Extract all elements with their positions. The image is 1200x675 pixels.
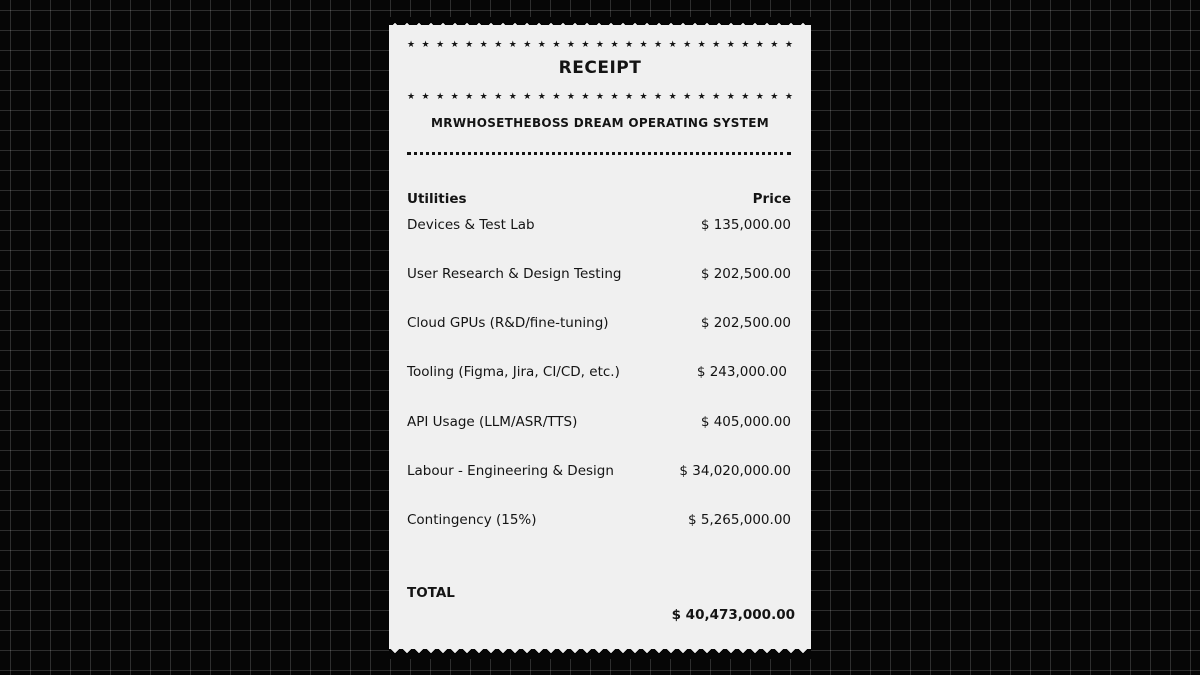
star-ornament: ★ <box>581 92 590 102</box>
star-ornament: ★ <box>407 40 416 50</box>
utilities-column-header: Utilities <box>407 191 467 207</box>
star-ornament: ★ <box>741 92 750 102</box>
star-ornament: ★ <box>494 40 503 50</box>
star-ornament: ★ <box>697 40 706 50</box>
star-ornament: ★ <box>566 40 575 50</box>
line-item-name: User Research & Design Testing <box>407 266 622 282</box>
star-ornament: ★ <box>610 40 619 50</box>
line-item <box>407 266 791 282</box>
star-ornament: ★ <box>654 40 663 50</box>
total-value: $ 40,473,000.00 <box>671 607 795 623</box>
line-item <box>407 463 791 479</box>
line-item-price: $ 202,500.00 <box>700 315 791 331</box>
star-ornament: ★ <box>465 92 474 102</box>
star-ornament: ★ <box>421 92 430 102</box>
star-ornament: ★ <box>770 40 779 50</box>
star-ornament: ★ <box>654 92 663 102</box>
star-ornament: ★ <box>639 40 648 50</box>
star-ornament: ★ <box>552 40 561 50</box>
star-ornament: ★ <box>755 40 764 50</box>
star-divider-top <box>407 40 793 50</box>
star-ornament: ★ <box>523 92 532 102</box>
price-column-header: Price <box>752 191 791 207</box>
receipt-paper <box>389 18 811 658</box>
star-ornament: ★ <box>523 40 532 50</box>
line-item <box>407 364 791 380</box>
star-ornament: ★ <box>726 92 735 102</box>
line-item-name: Cloud GPUs (R&D/fine-tuning) <box>407 315 609 331</box>
line-item-price: $ 34,020,000.00 <box>679 463 791 479</box>
star-ornament: ★ <box>784 40 793 50</box>
star-ornament: ★ <box>450 92 459 102</box>
star-ornament: ★ <box>697 92 706 102</box>
receipt-title: RECEIPT <box>558 58 642 78</box>
star-ornament: ★ <box>624 40 634 50</box>
star-ornament: ★ <box>595 92 604 102</box>
star-ornament: ★ <box>668 40 677 50</box>
star-ornament: ★ <box>668 92 677 102</box>
star-ornament: ★ <box>508 40 517 50</box>
line-item <box>407 414 791 430</box>
line-item-name: Devices & Test Lab <box>407 217 535 233</box>
star-ornament: ★ <box>784 92 793 102</box>
line-item-price: $ 405,000.00 <box>700 414 791 430</box>
star-ornament: ★ <box>595 40 604 50</box>
star-ornament: ★ <box>407 92 416 102</box>
star-ornament: ★ <box>436 40 445 50</box>
star-ornament: ★ <box>537 92 546 102</box>
star-ornament: ★ <box>712 40 721 50</box>
line-item-price: $ 243,000.00 <box>696 364 787 380</box>
line-item-price: $ 135,000.00 <box>700 217 791 233</box>
star-ornament: ★ <box>639 92 648 102</box>
star-ornament: ★ <box>552 92 561 102</box>
line-item-name: Tooling (Figma, Jira, CI/CD, etc.) <box>407 364 620 380</box>
star-ornament: ★ <box>436 92 445 102</box>
receipt-torn-top-edge <box>389 17 811 25</box>
star-ornament: ★ <box>712 92 721 102</box>
star-ornament: ★ <box>741 40 750 50</box>
star-ornament: ★ <box>726 40 735 50</box>
column-header-row <box>407 191 791 207</box>
dotted-divider <box>407 152 791 155</box>
line-item-price: $ 202,500.00 <box>700 266 791 282</box>
line-item-name: Contingency (15%) <box>407 512 537 528</box>
receipt-subtitle: MRWHOSETHEBOSS DREAM OPERATING SYSTEM <box>431 116 769 130</box>
star-ornament: ★ <box>683 40 692 50</box>
line-item-price: $ 5,265,000.00 <box>687 512 791 528</box>
star-ornament: ★ <box>479 92 488 102</box>
star-ornament: ★ <box>755 92 764 102</box>
line-item <box>407 217 791 233</box>
star-ornament: ★ <box>508 92 517 102</box>
star-ornament: ★ <box>624 92 634 102</box>
star-divider-middle <box>407 92 793 102</box>
line-item-name: API Usage (LLM/ASR/TTS) <box>407 414 578 430</box>
star-ornament: ★ <box>770 92 779 102</box>
star-ornament: ★ <box>450 40 459 50</box>
line-item <box>407 512 791 528</box>
star-ornament: ★ <box>566 92 575 102</box>
star-ornament: ★ <box>683 92 692 102</box>
total-label: TOTAL <box>407 585 455 601</box>
receipt-torn-bottom-edge <box>389 649 811 659</box>
star-ornament: ★ <box>610 92 619 102</box>
star-ornament: ★ <box>581 40 590 50</box>
line-item-name: Labour - Engineering & Design <box>407 463 614 479</box>
star-ornament: ★ <box>494 92 503 102</box>
star-ornament: ★ <box>537 40 546 50</box>
star-ornament: ★ <box>479 40 488 50</box>
star-ornament: ★ <box>465 40 474 50</box>
line-item <box>407 315 791 331</box>
star-ornament: ★ <box>421 40 430 50</box>
